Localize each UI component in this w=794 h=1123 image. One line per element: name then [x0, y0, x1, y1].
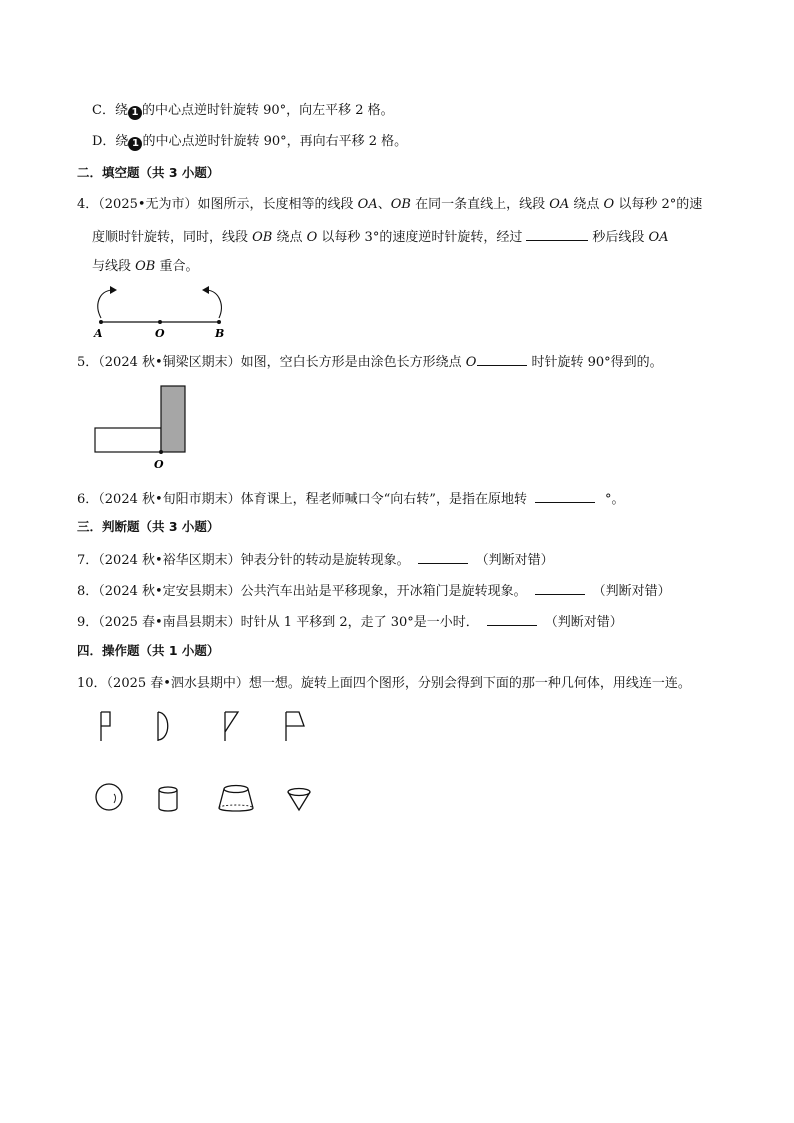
section-operate-heading: 四．操作题（共 1 小题）: [77, 643, 220, 658]
label-a: A: [94, 327, 103, 340]
question-7: 7．（2024 秋•裕华区期末）钟表分针的转动是旋转现象。 （判断对错）: [77, 550, 554, 570]
semicircle-flag-shape: [158, 712, 168, 741]
sphere-curve: [114, 794, 116, 803]
cone-top: [288, 789, 310, 796]
question-4-line-2: 度顺时针旋转，同时，线段 OB 绕点 O 以每秒 3°的速度逆时针旋转，经过 秒后线段 OA: [92, 227, 669, 247]
question-4-line-3: 与线段 OB 重合。: [92, 259, 199, 274]
trapezoid-flag-shape: [286, 712, 304, 741]
label-b: B: [215, 327, 225, 340]
question-8: 8．（2024 秋•定安县期末）公共汽车出站是平移现象，开冰箱门是旋转现象。 （判断对错）: [77, 581, 671, 601]
label-o: O: [154, 458, 164, 471]
frustum-bottom-front: [219, 808, 253, 811]
question-5: 5．（2024 秋•铜梁区期末）如图，空白长方形是由涂色长方形绕点 O 时针旋转 90°得到的。: [77, 352, 663, 372]
sphere-solid: [96, 784, 122, 810]
section-judge-heading: 三．判断题（共 3 小题）: [77, 519, 220, 534]
cylinder-top: [159, 787, 177, 793]
question-9: 9．（2025 春•南昌县期末）时针从 1 平移到 2，走了 30°是一小时． （判断对错）: [77, 612, 623, 632]
frustum-top: [224, 786, 248, 793]
frustum-bottom-hidden: [219, 805, 253, 808]
question-10: 10．（2025 春•泗水县期中）想一想。旋转上面四个图形，分别会得到下面的那一种几何体，用线连一连。: [77, 676, 691, 691]
label-o: O: [155, 327, 165, 340]
question-4-line-1: 4．（2025•无为市）如图所示，长度相等的线段 OA、OB 在同一条直线上，线段 OA 绕点 O 以每秒 2°的速: [77, 197, 703, 212]
triangle-flag-shape: [225, 712, 238, 741]
rectangle-flag-shape: [101, 712, 110, 741]
option-c: C．绕 1 的中心点逆时针旋转 90°，向左平移 2 格。: [92, 103, 394, 118]
circled-number: 1: [128, 137, 142, 151]
question-6: 6．（2024 秋•旬阳市期末）体育课上，程老师喊口令“向右转”，是指在原地转 °。: [77, 489, 624, 509]
option-d: D．绕 1 的中心点逆时针旋转 90°，再向右平移 2 格。: [92, 134, 408, 149]
circled-number: 1: [128, 106, 142, 120]
section-fill-heading: 二．填空题（共 3 小题）: [77, 165, 220, 180]
